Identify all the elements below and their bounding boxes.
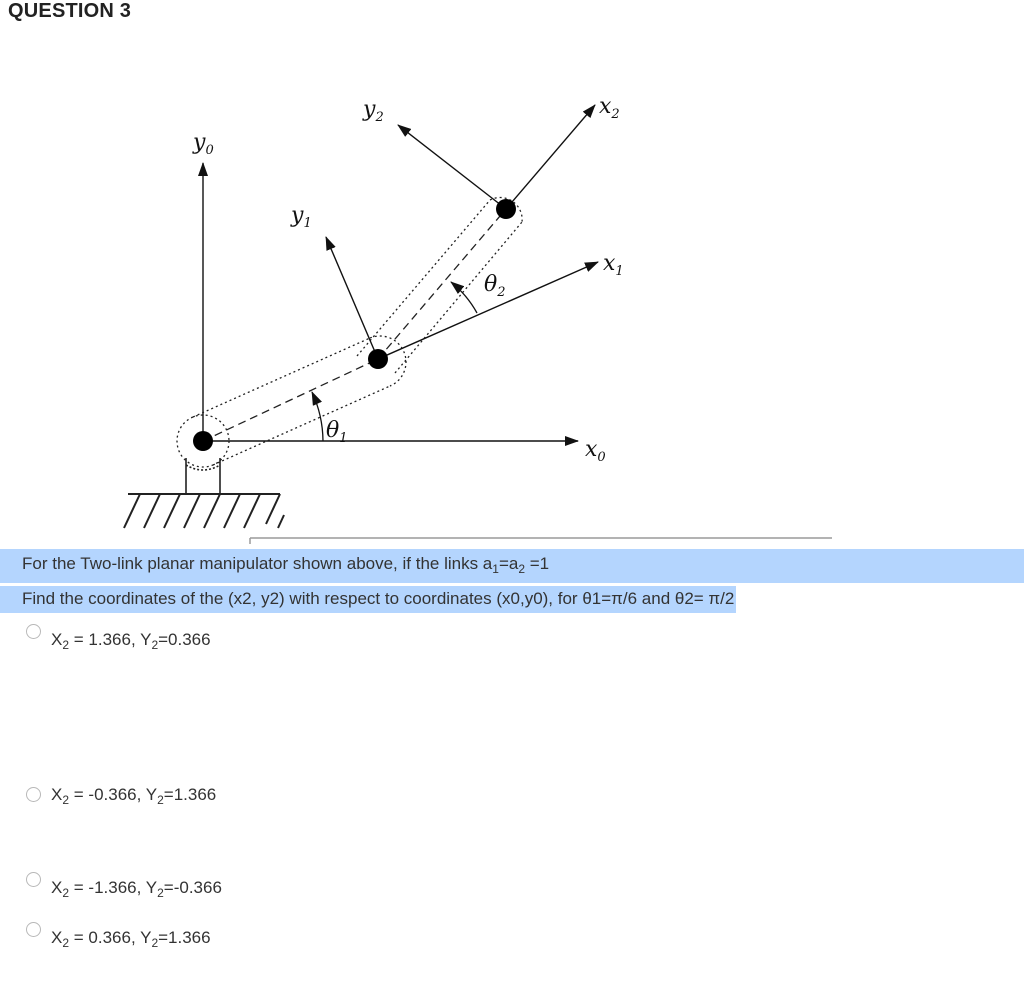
y1-axis	[326, 237, 378, 359]
question-stem-line1: For the Two-link planar manipulator shown above, if the links $a_1=a_2 =1$	[0, 549, 1024, 583]
radio-option-a[interactable]	[26, 624, 41, 639]
y2-label: $y_2$	[363, 97, 384, 125]
theta1-arc	[312, 392, 323, 441]
option-d[interactable]	[26, 922, 211, 950]
question-stem-line2: Find the coordinates of the (x2, y2) with respect to coordinates (x0,y0), for θ1=π/6 and θ2= π/2	[0, 586, 1024, 613]
question-title: QUESTION 3	[8, 0, 132, 22]
radio-option-c[interactable]	[26, 872, 41, 887]
theta2-arc	[451, 282, 477, 313]
joint2-dot	[368, 349, 388, 369]
radio-option-b[interactable]	[26, 787, 41, 802]
option-b-label: $X_2 = -0.366$, $Y_2=1.366$	[51, 785, 217, 807]
y1-label: $y_1$	[291, 203, 312, 231]
option-a[interactable]	[26, 624, 211, 652]
x1-label: $x_1$	[603, 251, 624, 279]
ground-hatch	[124, 494, 284, 528]
theta2-label: $\theta_2$	[484, 272, 506, 300]
radio-option-d[interactable]	[26, 922, 41, 937]
x2-label: $x_2$	[599, 94, 620, 122]
link1-centerline	[203, 359, 378, 441]
theta1-label: $\theta_1$	[326, 418, 348, 446]
joint1-dot	[193, 431, 213, 451]
y0-label: $y_0$	[193, 130, 214, 158]
y2-axis	[398, 125, 506, 209]
option-b[interactable]	[26, 784, 216, 807]
end-effector-dot	[496, 199, 516, 219]
option-c-label: $X_2 = -1.366$, $Y_2=-0.366$	[51, 878, 222, 900]
option-a-label: $X_2 = 1.366$, $Y_2=0.366$	[51, 630, 211, 652]
x0-label: $x_0$	[585, 437, 606, 465]
x2-axis	[506, 105, 595, 209]
base-pedestal	[186, 458, 220, 494]
option-c[interactable]	[26, 872, 222, 900]
option-d-label: $X_2 = 0.366$, $Y_2=1.366$	[51, 928, 211, 950]
